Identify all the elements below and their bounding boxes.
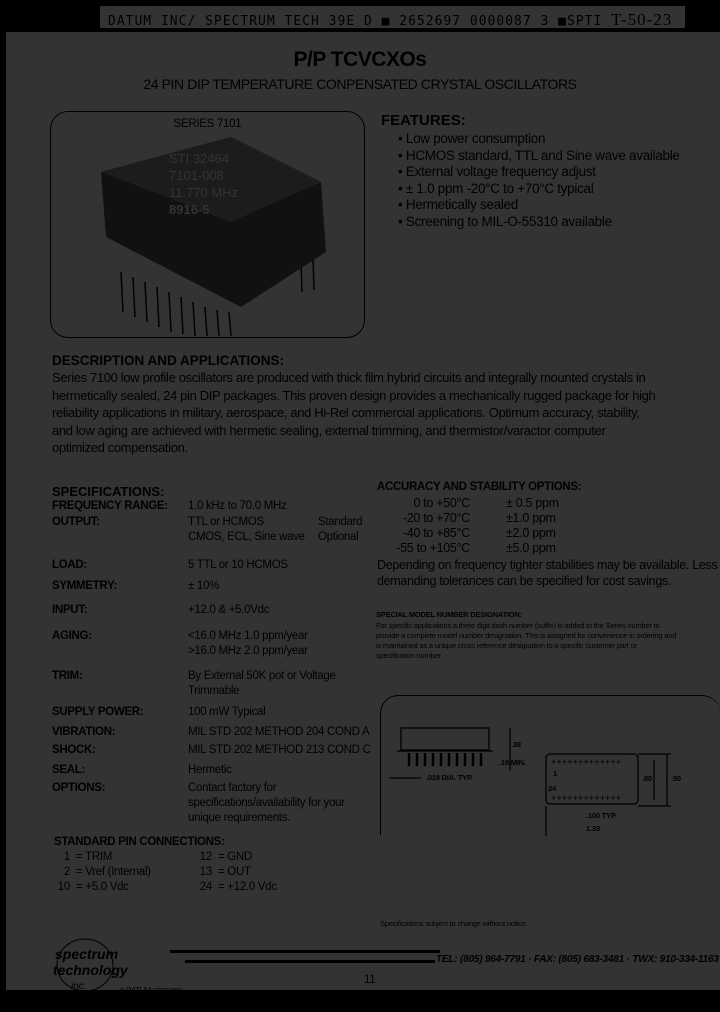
accuracy-range: -20 to +70°C bbox=[402, 511, 470, 525]
accuracy-stability: ±5.0 ppm bbox=[506, 541, 556, 555]
pin-number: 13 bbox=[199, 866, 212, 878]
notice: Specifications subject to change without notice. bbox=[380, 919, 528, 928]
description-line: optimized compensation. bbox=[52, 440, 188, 455]
accuracy-range: 0 to +50°C bbox=[413, 496, 470, 510]
footer-rule bbox=[170, 950, 440, 953]
spec-label: AGING: bbox=[52, 630, 92, 642]
header-strip-text: DATUM INC/ SPECTRUM TECH 39E D ■ 2652697 0000087 3 ■SPTI bbox=[108, 14, 603, 29]
spec-label: SYMMETRY: bbox=[52, 580, 118, 592]
spec-note: Optional bbox=[318, 531, 359, 543]
special-heading: SPECIAL MODEL NUMBER DESIGNATION: bbox=[376, 610, 522, 619]
spec-value: 100 mW Typical bbox=[188, 706, 266, 718]
feature-item: • External voltage frequency adjust bbox=[398, 164, 596, 180]
contact-info: TEL: (805) 964-7791 · FAX: (805) 683-3481 · TWX: 910-334-1163 bbox=[436, 954, 719, 965]
pin24-label: 24 bbox=[548, 784, 556, 793]
description-line: reliability applications in military, aerospace, and Hi-Rel commercial applications. Optimum accuracy, stability, bbox=[52, 405, 640, 420]
page-subtitle: 24 PIN DIP TEMPERATURE CONPENSATED CRYSTAL OSCILLATORS bbox=[143, 76, 577, 92]
spec-label: INPUT: bbox=[52, 604, 88, 616]
special-text: For specific applications a three digit dash number (suffix) is added to the Series number to provide a complete model number designation. This is assigned for convenience in ordering and is maintained as a unique cross reference designation to a specific customer part or specification number. bbox=[376, 621, 677, 660]
dim-height: .38 bbox=[511, 740, 521, 749]
spec-label: TRIM: bbox=[52, 670, 83, 682]
tagline: a DATUM company bbox=[120, 985, 182, 994]
description-line: and low aging are achieved with hermetic sealing, external trimming, and thermistor/varactor computer bbox=[52, 422, 606, 438]
dimension-drawing bbox=[380, 695, 720, 835]
spec-value: ± 10% bbox=[188, 580, 220, 592]
accuracy-stability: ± 0.5 ppm bbox=[506, 496, 559, 510]
spec-value: <16.0 MHz 1.0 ppm/year bbox=[188, 630, 308, 642]
spec-label: SEAL: bbox=[52, 764, 86, 776]
pin-function: = TRIM bbox=[76, 851, 113, 863]
drawing-svg bbox=[381, 696, 720, 836]
pins-heading: STANDARD PIN CONNECTIONS: bbox=[54, 836, 225, 848]
header-strip bbox=[0, 0, 720, 32]
description-heading: DESCRIPTION AND APPLICATIONS: bbox=[52, 353, 285, 368]
oscillator-image bbox=[51, 112, 363, 336]
spec-value: Hermetic bbox=[188, 764, 232, 776]
feature-item: • Screening to MIL-O-55310 available bbox=[398, 213, 612, 229]
spec-label: OUTPUT: bbox=[52, 516, 100, 528]
feature-item: • ± 1.0 ppm -20°C to +70°C typical bbox=[398, 180, 594, 196]
dim-min: .19 MIN. bbox=[499, 758, 526, 767]
pin-number: 1 bbox=[63, 851, 70, 863]
accuracy-stability: ±1.0 ppm bbox=[506, 511, 556, 525]
chip-marking-line: 11.770 MHz bbox=[169, 185, 239, 200]
svg-text:inc.: inc. bbox=[71, 981, 87, 992]
pin-number: 10 bbox=[57, 881, 70, 893]
pin1-label: 1 bbox=[553, 769, 557, 778]
description-text bbox=[52, 369, 655, 457]
spec-label: SHOCK: bbox=[52, 744, 96, 756]
svg-text:spectrum: spectrum bbox=[55, 946, 119, 962]
dim-w1: .80 bbox=[642, 774, 652, 783]
handwritten-code: T-50-23 bbox=[611, 10, 673, 29]
accuracy-note: Depending on frequency tighter stabilities may be available. Less demanding tolerances can be specified for cost savings. bbox=[377, 558, 718, 588]
chip-marking-line: STI 32464 bbox=[169, 151, 229, 166]
spec-value: unique requirements. bbox=[188, 812, 291, 824]
chip-marking bbox=[169, 150, 238, 218]
dim-dia: .018 DIA. TYP. bbox=[426, 773, 473, 782]
accuracy-range: -55 to +105°C bbox=[396, 541, 470, 555]
spec-value: Contact factory for bbox=[188, 782, 277, 794]
spec-label: VIBRATION: bbox=[52, 726, 116, 738]
feature-item: • HCMOS standard, TTL and Sine wave available bbox=[398, 147, 680, 163]
pin-number: 24 bbox=[199, 881, 212, 893]
pin-function: = +12.0 Vdc bbox=[218, 881, 277, 893]
svg-text:technology: technology bbox=[53, 962, 128, 978]
footer-rule-2 bbox=[185, 960, 435, 963]
product-photo bbox=[50, 111, 365, 338]
spec-value: 1.0 kHz to 70.0 MHz bbox=[188, 500, 287, 512]
feature-item: • Hermetically sealed bbox=[398, 197, 518, 213]
spec-value: CMOS, ECL, Sine wave bbox=[188, 531, 305, 543]
spec-value: TTL or HCMOS bbox=[188, 516, 264, 528]
description-line: Series 7100 low profile oscillators are produced with thick film hybrid circuits and integrally mounted crystals in bbox=[52, 370, 646, 385]
spec-label: LOAD: bbox=[52, 559, 87, 571]
chip-marking-line: 7101-008 bbox=[169, 168, 224, 183]
features-heading: FEATURES: bbox=[381, 112, 466, 129]
accuracy-heading: ACCURACY AND STABILITY OPTIONS: bbox=[377, 481, 582, 493]
dim-length: 1.33 bbox=[586, 824, 600, 833]
spec-value: specifications/availability for your bbox=[188, 797, 345, 809]
svg-text:+++++++++++++: +++++++++++++ bbox=[551, 794, 622, 804]
page-title: P/P TCVCXOs bbox=[293, 48, 427, 71]
spec-value: MIL STD 202 METHOD 204 COND A bbox=[188, 726, 370, 738]
dim-pitch: .100 TYP. bbox=[586, 811, 617, 820]
spec-value: MIL STD 202 METHOD 213 COND C bbox=[188, 744, 371, 756]
photo-caption: SERIES 7101 bbox=[173, 118, 242, 130]
pin-function: = GND bbox=[218, 851, 252, 863]
svg-text:+++++++++++++: +++++++++++++ bbox=[551, 758, 622, 768]
dim-w2: .90 bbox=[671, 774, 681, 783]
spec-value: Trimmable bbox=[188, 685, 240, 697]
spec-label: FREQUENCY RANGE: bbox=[52, 500, 168, 512]
pin-function: = OUT bbox=[218, 866, 251, 878]
chip-marking-line: 8916-5 bbox=[169, 202, 210, 217]
spec-value: +12.0 & +5.0Vdc bbox=[188, 604, 270, 616]
accuracy-stability: ±2.0 ppm bbox=[506, 526, 556, 540]
pin-number: 2 bbox=[63, 866, 70, 878]
accuracy-range: -40 to +85°C bbox=[402, 526, 470, 540]
pin-function: = +5.0 Vdc bbox=[76, 881, 129, 893]
spec-note: Standard bbox=[318, 516, 363, 528]
page-number: 11 bbox=[364, 974, 376, 986]
spec-value: 5 TTL or 10 HCMOS bbox=[188, 559, 288, 571]
spec-label: OPTIONS: bbox=[52, 782, 106, 794]
pin-number: 12 bbox=[199, 851, 212, 863]
features-list bbox=[398, 131, 680, 231]
spec-value: By External 50K pot or Voltage bbox=[188, 670, 336, 682]
spec-label: SUPPLY POWER: bbox=[52, 706, 144, 718]
spec-value: >16.0 MHz 2.0 ppm/year bbox=[188, 645, 308, 657]
specs-heading: SPECIFICATIONS: bbox=[52, 484, 165, 499]
feature-item: • Low power consumption bbox=[398, 131, 546, 146]
pin-function: = Vref (Internal) bbox=[76, 866, 151, 878]
description-line: hermetically sealed, 24 pin DIP packages. This proven design provides a mechanically rugged package for high bbox=[52, 387, 656, 403]
